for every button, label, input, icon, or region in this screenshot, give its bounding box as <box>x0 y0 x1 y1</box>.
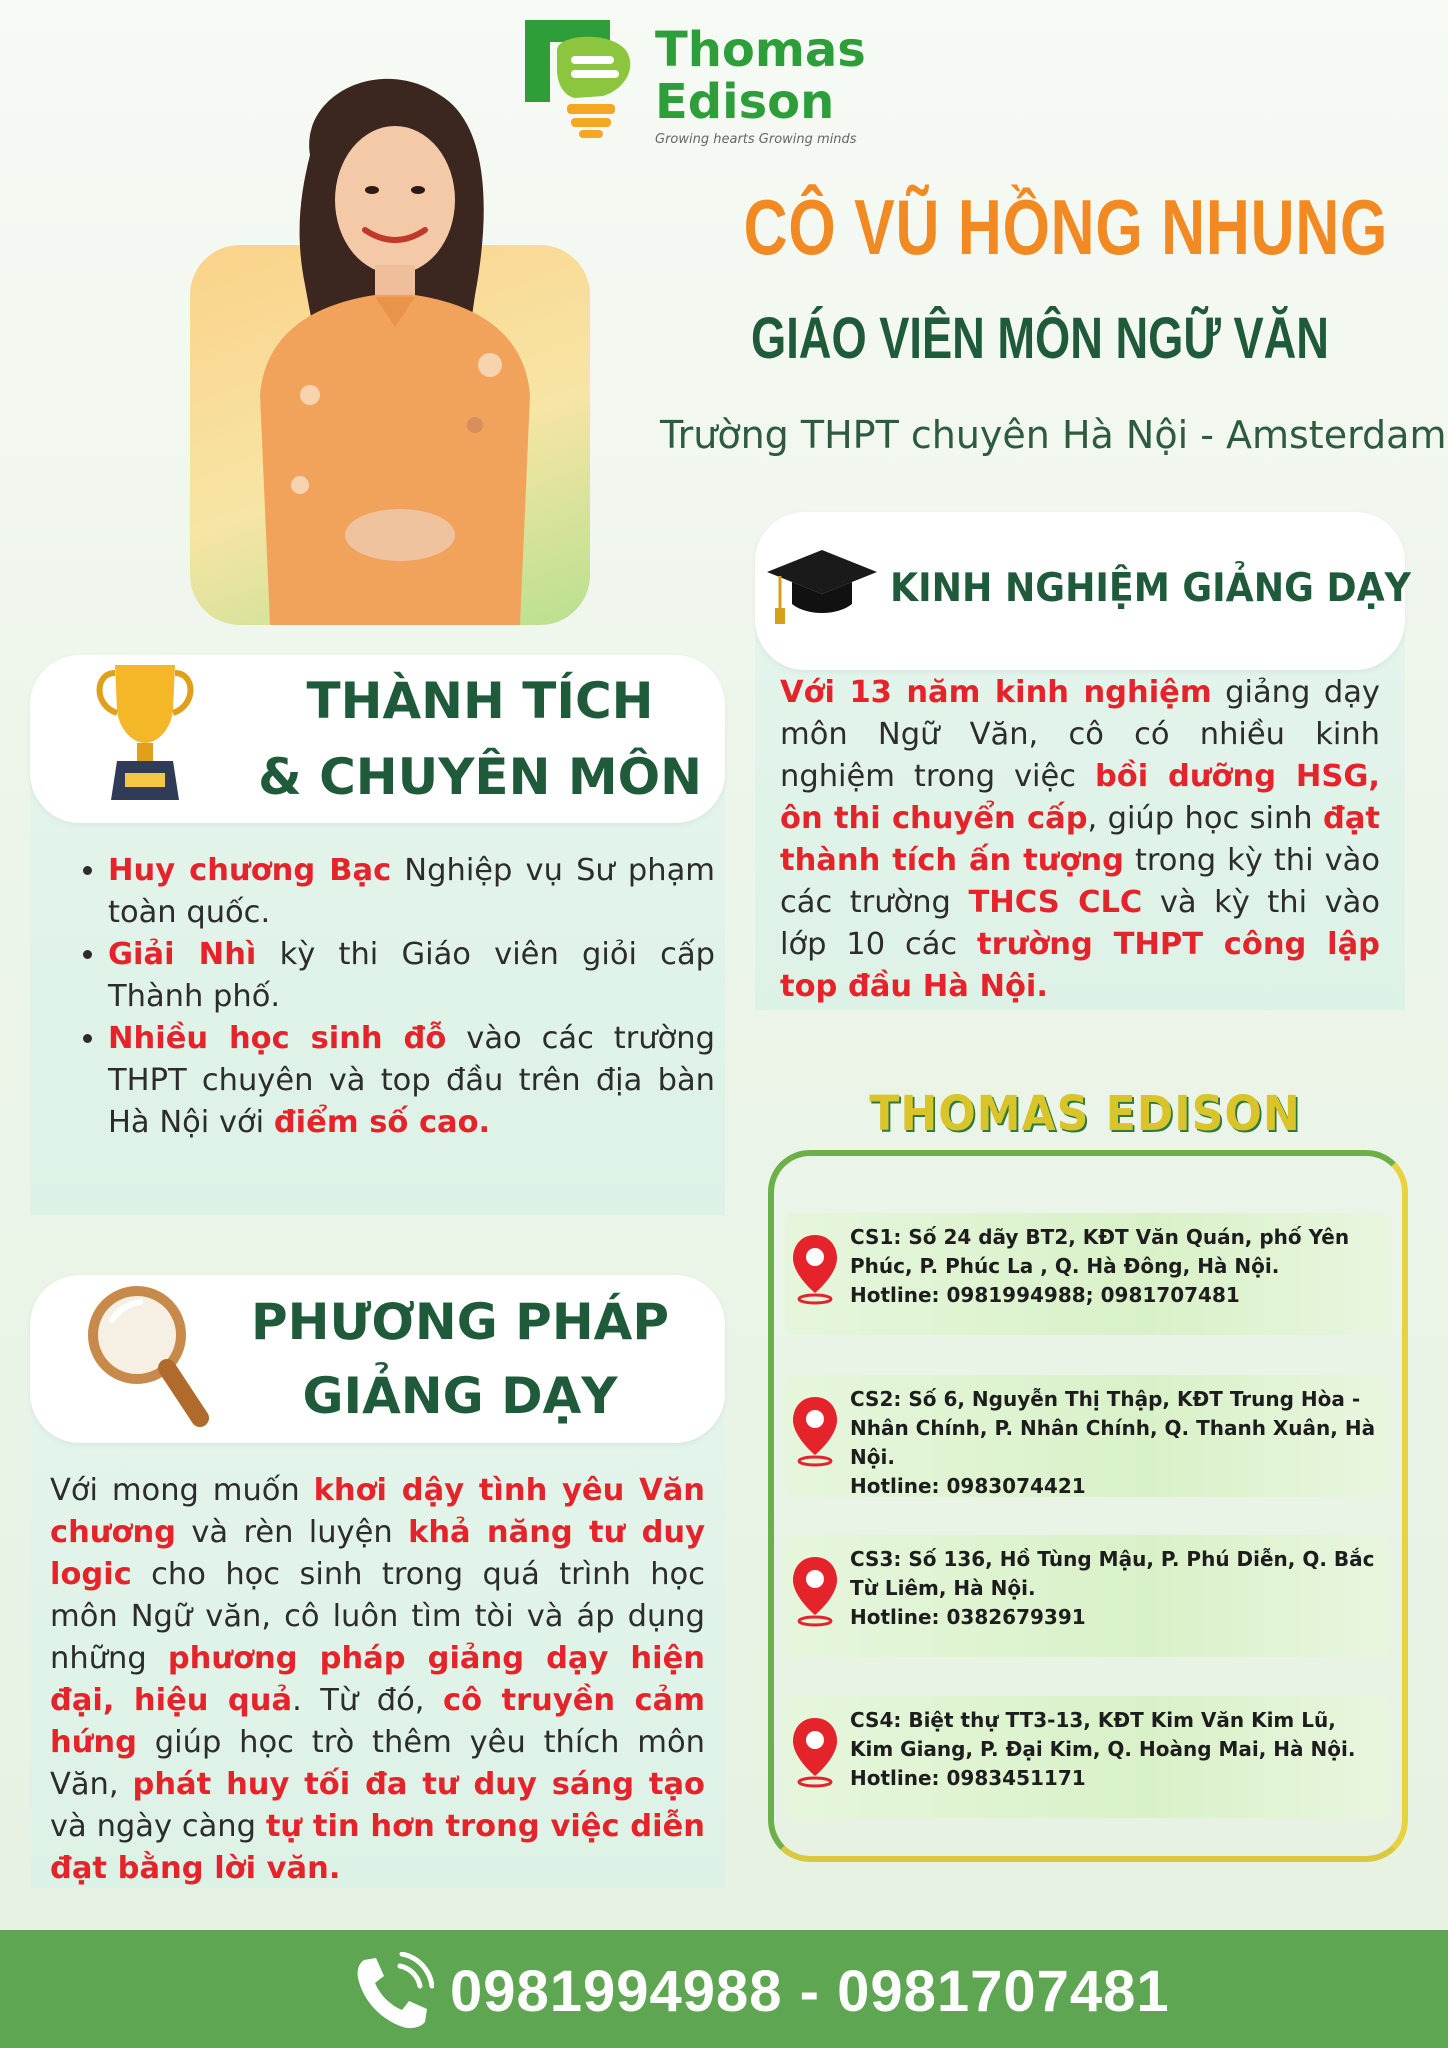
teacher-name: CÔ VŨ HỒNG NHUNG <box>743 183 1389 271</box>
teacher-school: Trường THPT chuyên Hà Nội - Amsterdam <box>660 413 1447 457</box>
highlight-text: đạt thành tích ấn tượng <box>780 801 1380 878</box>
logo-tagline: Growing hearts Growing minds <box>655 132 857 147</box>
body-text: giúp học trò thêm yêu thích môn Văn, <box>50 1725 705 1802</box>
body-text: vào các trường THPT chuyên và top đầu trên địa bàn Hà Nội với <box>108 1021 715 1140</box>
teacher-photo <box>190 65 590 625</box>
achievements-title-line1: THÀNH TÍCH <box>306 672 654 730</box>
magnifier-icon <box>82 1280 212 1430</box>
logo-line1: Thomas <box>655 22 866 78</box>
campus-hotline[interactable]: Hotline: 0981994988; 0981707481 <box>850 1283 1240 1307</box>
highlight-text: khơi dậy tình yêu Văn chương <box>50 1473 705 1550</box>
experience-title: KINH NGHIỆM GIẢNG DẠY <box>890 566 1411 611</box>
body-text: và rèn luyện <box>176 1515 409 1550</box>
achievement-item <box>108 934 715 1018</box>
highlight-text: Huy chương Bạc <box>108 853 392 888</box>
campus-address: CS2: Số 6, Nguyễn Thị Thập, KĐT Trung Hòa - Nhân Chính, P. Nhân Chính, Q. Thanh Xuân, Hà Nội. <box>850 1387 1376 1469</box>
highlight-text: Nhiều học sinh đỗ <box>108 1021 447 1056</box>
location-pin-icon <box>790 1233 840 1305</box>
achievements-title-line2: & CHUYÊN MÔN <box>258 748 702 806</box>
highlight-text: phương pháp giảng dạy hiện đại, hiệu quả <box>50 1641 705 1718</box>
highlight-text: trường THPT công lập top đầu Hà Nội. <box>780 927 1380 1004</box>
campus-card <box>785 1375 1390 1497</box>
highlight-text: khả năng tư duy logic <box>50 1515 706 1592</box>
body-text: kỳ thi Giáo viên giỏi cấp Thành phố. <box>108 937 715 1014</box>
highlight-text: Giải Nhì <box>108 937 257 972</box>
campus-hotline[interactable]: Hotline: 0382679391 <box>850 1605 1086 1629</box>
phone-icon <box>350 1952 434 2032</box>
location-pin-icon <box>790 1395 840 1467</box>
trophy-icon <box>85 655 205 805</box>
body-text: và kỳ thi vào lớp 10 các <box>780 885 1380 962</box>
highlight-text: tự tin hơn trong việc diễn đạt bằng lời văn. <box>50 1809 705 1886</box>
location-pin-icon <box>790 1555 840 1627</box>
footer-phone-numbers[interactable]: 0981994988 - 0981707481 <box>450 1959 1170 2024</box>
highlight-text: phát huy tối đa tư duy sáng tạo <box>132 1767 705 1802</box>
highlight-text: điểm số cao. <box>273 1105 491 1140</box>
campus-address: CS1: Số 24 dãy BT2, KĐT Văn Quán, phố Yên Phúc, P. Phúc La , Q. Hà Đông, Hà Nội. <box>850 1225 1350 1278</box>
campus-card <box>785 1213 1390 1335</box>
experience-text <box>780 672 1380 1008</box>
highlight-text: THCS CLC <box>968 885 1143 920</box>
logo-line2: Edison <box>655 74 835 130</box>
body-text: cho học sinh trong quá trình học môn Ngữ văn, cô luôn tìm tòi và áp dụng những <box>50 1557 705 1676</box>
body-text: giảng dạy môn Ngữ Văn, cô có nhiều kinh nghiệm trong việc <box>780 675 1380 794</box>
location-pin-icon <box>790 1716 840 1788</box>
campus-card <box>785 1696 1390 1818</box>
campus-section-title: THOMAS EDISON <box>869 1086 1301 1142</box>
campus-address: CS3: Số 136, Hồ Tùng Mậu, P. Phú Diễn, Q. Bắc Từ Liêm, Hà Nội. <box>850 1547 1375 1600</box>
body-text: . Từ đó, <box>292 1683 444 1718</box>
body-text: trong kỳ thi vào các trường <box>780 843 1380 920</box>
highlight-text: bồi dưỡng HSG, ôn thi chuyển cấp <box>780 759 1380 836</box>
method-text <box>50 1470 705 1890</box>
graduation-cap-icon <box>762 540 882 630</box>
achievement-item <box>108 1018 715 1144</box>
method-title-line2: GIẢNG DẠY <box>302 1367 618 1425</box>
campus-address: CS4: Biệt thự TT3-13, KĐT Kim Văn Kim Lũ, Kim Giang, P. Đại Kim, Q. Hoàng Mai, Hà Nội. <box>850 1708 1356 1761</box>
campus-hotline[interactable]: Hotline: 0983074421 <box>850 1474 1086 1498</box>
body-text: và ngày càng <box>50 1809 266 1844</box>
body-text: Nghiệp vụ Sư phạm toàn quốc. <box>108 853 715 930</box>
achievements-list <box>80 850 715 1144</box>
body-text: Với mong muốn <box>50 1473 314 1508</box>
teacher-role: GIÁO VIÊN MÔN NGỮ VĂN <box>751 306 1329 371</box>
teacher-portrait <box>190 245 590 625</box>
campus-hotline[interactable]: Hotline: 0983451171 <box>850 1766 1086 1790</box>
campus-card <box>785 1535 1390 1657</box>
method-title-line1: PHƯƠNG PHÁP <box>250 1293 670 1351</box>
achievement-item <box>108 850 715 934</box>
highlight-text: Với 13 năm kinh nghiệm <box>780 675 1212 710</box>
body-text: , giúp học sinh <box>1087 801 1323 836</box>
highlight-text: cô truyền cảm hứng <box>50 1683 706 1760</box>
